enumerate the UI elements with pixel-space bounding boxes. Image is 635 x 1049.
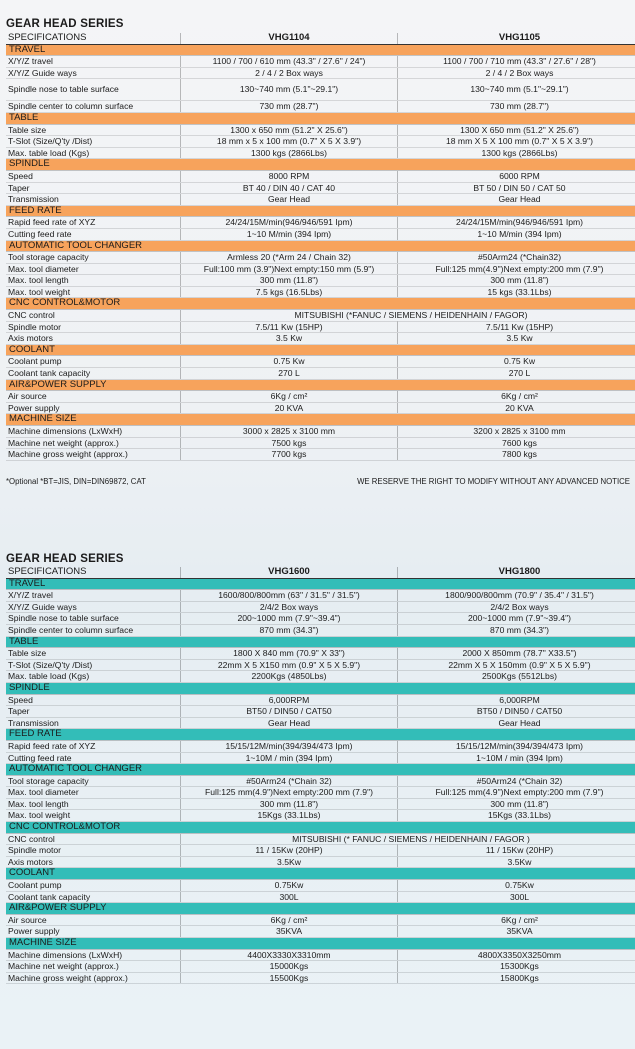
spec-row [6, 717, 635, 729]
section-header [6, 868, 635, 880]
spec-row [6, 972, 635, 984]
spec-row [6, 356, 635, 368]
section-header [6, 682, 635, 694]
spec-row [6, 136, 635, 148]
spec-value-model-2: 1800/900/800mm (70.9" / 35.4" / 31.5") [398, 590, 635, 602]
spec-value-model-1: 15000Kgs [181, 961, 398, 973]
section-title: AIR&POWER SUPPLY [6, 379, 181, 391]
spec-row [6, 391, 635, 403]
spec-value-model-1: Full:100 mm (3.9")Next empty:150 mm (5.9") [181, 263, 398, 275]
spec-row [6, 449, 635, 461]
specifications-header: SPECIFICATIONS [6, 567, 181, 578]
spec-label: Axis motors [6, 856, 181, 868]
spec-value-model-1: BT 40 / DIN 40 / CAT 40 [181, 182, 398, 194]
section-title: COOLANT [6, 344, 181, 356]
spec-row [6, 694, 635, 706]
section-header [6, 112, 635, 124]
spec-label: X/Y/Z Guide ways [6, 67, 181, 79]
spec-row [6, 252, 635, 264]
spec-label: Coolant pump [6, 880, 181, 892]
spec-label: Rapid feed rate of XYZ [6, 217, 181, 229]
spec-label: CNC control [6, 833, 181, 845]
spec-value-model-1: 6,000RPM [181, 694, 398, 706]
spec-value-model-2: #50Arm24 (*Chain32) [398, 252, 635, 264]
spec-label: Max. tool length [6, 275, 181, 287]
spec-row [6, 333, 635, 345]
modification-notice: WE RESERVE THE RIGHT TO MODIFY WITHOUT ANY ADVANCED NOTICE [357, 477, 630, 486]
spec-row [6, 856, 635, 868]
section-header [6, 578, 635, 590]
spec-row [6, 949, 635, 961]
section-title: CNC CONTROL&MOTOR [6, 298, 181, 310]
spec-value-model-1: 4400X3330X3310mm [181, 949, 398, 961]
spec-value-model-2: 200~1000 mm (7.9"~39.4") [398, 613, 635, 625]
section-header [6, 822, 635, 834]
spec-value-model-1: 0.75Kw [181, 880, 398, 892]
section-title: CNC CONTROL&MOTOR [6, 822, 181, 834]
section-title: SPINDLE [6, 159, 181, 171]
spec-label: Machine gross weight (approx.) [6, 449, 181, 461]
series-title: GEAR HEAD SERIES [6, 18, 124, 30]
spec-value-model-2: Gear Head [398, 194, 635, 206]
spec-value-model-1: 8000 RPM [181, 170, 398, 182]
spec-label: Taper [6, 182, 181, 194]
spec-row [6, 217, 635, 229]
spec-value-model-1: 2 / 4 / 2 Box ways [181, 67, 398, 79]
spec-row [6, 891, 635, 903]
spec-label: Cutting feed rate [6, 752, 181, 764]
spec-row [6, 810, 635, 822]
spec-row [6, 590, 635, 602]
spec-row [6, 286, 635, 298]
spec-value-model-1: 24/24/15M/min(946/946/591 Ipm) [181, 217, 398, 229]
spec-label: Machine gross weight (approx.) [6, 972, 181, 984]
section-header [6, 938, 635, 950]
spec-row [6, 67, 635, 79]
spec-value-model-2: 2500Kgs (5512Lbs) [398, 671, 635, 683]
spec-row [6, 926, 635, 938]
section-title: TRAVEL [6, 44, 181, 56]
spec-value-model-2: 6Kg / cm² [398, 914, 635, 926]
model-1-header: VHG1600 [181, 567, 398, 578]
spec-value-model-1: 18 mm x 5 x 100 mm (0.7" X 5 X 3.9") [181, 136, 398, 148]
spec-row [6, 961, 635, 973]
spec-row [6, 752, 635, 764]
spec-label: X/Y/Z Guide ways [6, 601, 181, 613]
spec-value-model-1: Armless 20 (*Arm 24 / Chain 32) [181, 252, 398, 264]
spec-row [6, 787, 635, 799]
spec-label: Max. table load (Kgs) [6, 147, 181, 159]
spec-value-model-2: 18 mm X 5 X 100 mm (0.7" X 5 X 3.9") [398, 136, 635, 148]
spec-row [6, 263, 635, 275]
spec-value-model-2: 35KVA [398, 926, 635, 938]
spec-row [6, 79, 635, 101]
section-title: TABLE [6, 636, 181, 648]
spec-label: CNC control [6, 310, 181, 322]
model-1-header: VHG1104 [181, 33, 398, 44]
spec-label: Machine dimensions (LxWxH) [6, 949, 181, 961]
spec-label: X/Y/Z travel [6, 590, 181, 602]
spec-row [6, 706, 635, 718]
section-header [6, 159, 635, 171]
spec-value-model-1: BT50 / DIN50 / CAT50 [181, 706, 398, 718]
spec-value-model-1: 300L [181, 891, 398, 903]
spec-label: Tool storage capacity [6, 252, 181, 264]
spec-value-model-1: Full:125 mm(4.9")Next empty:200 mm (7.9") [181, 787, 398, 799]
spec-value-model-2: 1300 kgs (2866Lbs) [398, 147, 635, 159]
spec-row [6, 775, 635, 787]
spec-label: X/Y/Z travel [6, 56, 181, 68]
spec-value-model-2: 2000 X 850mm (78.7" X33.5") [398, 648, 635, 660]
spec-value-model-2: 15800Kgs [398, 972, 635, 984]
section-header [6, 414, 635, 426]
spec-value-model-2: 1~10M / min (394 Ipm) [398, 752, 635, 764]
section-header [6, 344, 635, 356]
spec-row [6, 275, 635, 287]
spec-label: Machine net weight (approx.) [6, 961, 181, 973]
spec-label: Speed [6, 170, 181, 182]
spec-row [6, 914, 635, 926]
section-title: COOLANT [6, 868, 181, 880]
spec-value-model-1: Gear Head [181, 717, 398, 729]
spec-value-model-2: 22mm X 5 X 150mm (0.9" X 5 X 5.9") [398, 659, 635, 671]
spec-label: Transmission [6, 717, 181, 729]
spec-label: Spindle motor [6, 321, 181, 333]
spec-value-model-2: 1~10 M/min (394 Ipm) [398, 228, 635, 240]
spec-value-model-2: Full:125 mm(4.9")Next empty:200 mm (7.9") [398, 263, 635, 275]
spec-row [6, 740, 635, 752]
spec-value-model-1: 6Kg / cm² [181, 391, 398, 403]
spec-row [6, 321, 635, 333]
spec-row [6, 624, 635, 636]
section-header [6, 44, 635, 56]
section-header [6, 729, 635, 741]
series-title: GEAR HEAD SERIES [6, 553, 124, 565]
spec-value-model-2: BT50 / DIN50 / CAT50 [398, 706, 635, 718]
spec-label: Power supply [6, 402, 181, 414]
spec-row [6, 426, 635, 438]
spec-value-model-2: 6000 RPM [398, 170, 635, 182]
spec-value-model-1: 7.5/11 Kw (15HP) [181, 321, 398, 333]
spec-label: T-Slot (Size/Q'ty /Dist) [6, 136, 181, 148]
footnote: *Optional *BT=JIS, DIN=DIN69872, CAT [6, 477, 146, 486]
section-title: FEED RATE [6, 729, 181, 741]
section-header [6, 764, 635, 776]
spec-value-model-2: 7600 kgs [398, 437, 635, 449]
specifications-header: SPECIFICATIONS [6, 33, 181, 44]
section-header [6, 298, 635, 310]
spec-row [6, 845, 635, 857]
spec-value-model-1: 11 / 15Kw (20HP) [181, 845, 398, 857]
spec-value-model-2: 300 mm (11.8") [398, 275, 635, 287]
section-title: MACHINE SIZE [6, 938, 181, 950]
spec-value-model-2: 15 kgs (33.1Lbs) [398, 286, 635, 298]
spec-value-model-1: 1300 x 650 mm (51.2" X 25.6") [181, 124, 398, 136]
spec-label: Max. tool diameter [6, 263, 181, 275]
spec-value-model-1: 7.5 kgs (16.5Lbs) [181, 286, 398, 298]
section-header [6, 903, 635, 915]
spec-label: Max. tool diameter [6, 787, 181, 799]
spec-label: Transmission [6, 194, 181, 206]
spec-value-model-2: 0.75 Kw [398, 356, 635, 368]
spec-value-model-1: 1300 kgs (2866Lbs) [181, 147, 398, 159]
spec-label: Table size [6, 648, 181, 660]
spec-label: Max. tool weight [6, 286, 181, 298]
section-title: TABLE [6, 112, 181, 124]
spec-row [6, 124, 635, 136]
spec-row [6, 194, 635, 206]
spec-value-model-1: 1800 X 840 mm (70.9" X 33") [181, 648, 398, 660]
spec-row [6, 798, 635, 810]
spec-value-model-1: 7700 kgs [181, 449, 398, 461]
spec-label: Coolant tank capacity [6, 368, 181, 380]
spec-label: Axis motors [6, 333, 181, 345]
section-header [6, 379, 635, 391]
section-header [6, 636, 635, 648]
spec-value-model-1: 6Kg / cm² [181, 914, 398, 926]
spec-row [6, 613, 635, 625]
spec-label: Power supply [6, 926, 181, 938]
spec-value-model-1: 300 mm (11.8") [181, 275, 398, 287]
spec-label: Spindle center to column surface [6, 624, 181, 636]
spec-value-model-1: 300 mm (11.8") [181, 798, 398, 810]
model-2-header: VHG1800 [398, 567, 635, 578]
spec-value-model-1: #50Arm24 (*Chain 32) [181, 775, 398, 787]
spec-label: Rapid feed rate of XYZ [6, 740, 181, 752]
spec-value-model-1: Gear Head [181, 194, 398, 206]
spec-value-model-2: 300 mm (11.8") [398, 798, 635, 810]
spec-label: Machine net weight (approx.) [6, 437, 181, 449]
spec-row [6, 648, 635, 660]
spec-value-model-1: 870 mm (34.3") [181, 624, 398, 636]
spec-value-model-1: 2/4/2 Box ways [181, 601, 398, 613]
spec-label: Max. tool weight [6, 810, 181, 822]
spec-value-model-2: 0.75Kw [398, 880, 635, 892]
spec-value-model-1: 270 L [181, 368, 398, 380]
spec-value-model-1: 1600/800/800mm (63" / 31.5" / 31.5") [181, 590, 398, 602]
spec-value-model-1: 0.75 Kw [181, 356, 398, 368]
spec-row [6, 659, 635, 671]
spec-value-model-2: 3.5 Kw [398, 333, 635, 345]
spec-row [6, 671, 635, 683]
spec-label: Tool storage capacity [6, 775, 181, 787]
spec-value-model-2: 7800 kgs [398, 449, 635, 461]
spec-value-model-1: 730 mm (28.7") [181, 101, 398, 113]
spec-value-model-1: 1~10 M/min (394 Ipm) [181, 228, 398, 240]
spec-label: Coolant pump [6, 356, 181, 368]
spec-label: Taper [6, 706, 181, 718]
spec-value-model-2: Full:125 mm(4.9")Next empty:200 mm (7.9") [398, 787, 635, 799]
spec-label: Cutting feed rate [6, 228, 181, 240]
spec-value-model-2: 3200 x 2825 x 3100 mm [398, 426, 635, 438]
spec-value-model-1: 3000 x 2825 x 3100 mm [181, 426, 398, 438]
spec-value-model-2: 24/24/15M/min(946/946/591 Ipm) [398, 217, 635, 229]
spec-value-model-1: 130~740 mm (5.1"~29.1") [181, 79, 398, 101]
section-title: FEED RATE [6, 205, 181, 217]
spec-value-model-1: 15500Kgs [181, 972, 398, 984]
section-title: AIR&POWER SUPPLY [6, 903, 181, 915]
spec-row [6, 56, 635, 68]
spec-value-model-1: 15Kgs (33.1Lbs) [181, 810, 398, 822]
spec-value-model-2: 4800X3350X3250mm [398, 949, 635, 961]
spec-row [6, 147, 635, 159]
spec-label: Coolant tank capacity [6, 891, 181, 903]
spec-label: Table size [6, 124, 181, 136]
spec-value-model-2: 730 mm (28.7") [398, 101, 635, 113]
spec-value-model-2: 1100 / 700 / 710 mm (43.3" / 27.6" / 28") [398, 56, 635, 68]
spec-value-model-2: 15300Kgs [398, 961, 635, 973]
spec-label: Max. table load (Kgs) [6, 671, 181, 683]
spec-value-model-1: 200~1000 mm (7.9"~39.4") [181, 613, 398, 625]
spec-value-model-2: 15/15/12M/min(394/394/473 Ipm) [398, 740, 635, 752]
spec-value-model-1: 7500 kgs [181, 437, 398, 449]
spec-row [6, 228, 635, 240]
spec-value-model-2: 2/4/2 Box ways [398, 601, 635, 613]
spec-value-model-2: 15Kgs (33.1Lbs) [398, 810, 635, 822]
spec-label: T-Slot (Size/Q'ty /Dist) [6, 659, 181, 671]
spec-table [6, 33, 635, 461]
spec-row [6, 402, 635, 414]
spec-value-model-1: 3.5Kw [181, 856, 398, 868]
spec-table [6, 567, 635, 984]
model-2-header: VHG1105 [398, 33, 635, 44]
spec-label: Spindle nose to table surface [6, 79, 181, 101]
header-row [6, 33, 635, 44]
spec-value-model-2: 870 mm (34.3") [398, 624, 635, 636]
spec-row [6, 880, 635, 892]
spec-label: Spindle nose to table surface [6, 613, 181, 625]
section-header [6, 240, 635, 252]
spec-label: Max. tool length [6, 798, 181, 810]
spec-value-model-1: 2200Kgs (4850Lbs) [181, 671, 398, 683]
spec-row [6, 437, 635, 449]
spec-row [6, 368, 635, 380]
spec-value-model-2: 6Kg / cm² [398, 391, 635, 403]
spec-value-model-2: 7.5/11 Kw (15HP) [398, 321, 635, 333]
spec-label: Air source [6, 914, 181, 926]
spec-value-model-1: 1100 / 700 / 610 mm (43.3" / 27.6" / 24") [181, 56, 398, 68]
section-title: MACHINE SIZE [6, 414, 181, 426]
spec-value-model-2: 11 / 15Kw (20HP) [398, 845, 635, 857]
spec-value-shared: MITSUBISHI (*FANUC / SIEMENS / HEIDENHAIN / FAGOR) [181, 310, 635, 322]
section-title: TRAVEL [6, 578, 181, 590]
spec-value-model-2: 130~740 mm (5.1"~29.1") [398, 79, 635, 101]
spec-value-model-2: Gear Head [398, 717, 635, 729]
header-row [6, 567, 635, 578]
spec-value-model-2: 3.5Kw [398, 856, 635, 868]
spec-label: Machine dimensions (LxWxH) [6, 426, 181, 438]
spec-value-model-2: 20 KVA [398, 402, 635, 414]
spec-value-model-1: 35KVA [181, 926, 398, 938]
spec-row [6, 310, 635, 322]
spec-value-model-2: 300L [398, 891, 635, 903]
spec-row [6, 170, 635, 182]
section-title: SPINDLE [6, 682, 181, 694]
spec-value-model-1: 20 KVA [181, 402, 398, 414]
spec-row [6, 601, 635, 613]
section-header [6, 205, 635, 217]
section-title: AUTOMATIC TOOL CHANGER [6, 764, 181, 776]
spec-label: Speed [6, 694, 181, 706]
section-title: AUTOMATIC TOOL CHANGER [6, 240, 181, 252]
spec-value-model-2: 2 / 4 / 2 Box ways [398, 67, 635, 79]
spec-row [6, 182, 635, 194]
spec-row [6, 101, 635, 113]
spec-label: Air source [6, 391, 181, 403]
spec-value-model-1: 22mm X 5 X150 mm (0.9" X 5 X 5.9") [181, 659, 398, 671]
spec-value-model-1: 3.5 Kw [181, 333, 398, 345]
spec-value-model-2: 6,000RPM [398, 694, 635, 706]
spec-value-model-2: 270 L [398, 368, 635, 380]
spec-value-model-1: 1~10M / min (394 Ipm) [181, 752, 398, 764]
spec-value-model-2: BT 50 / DIN 50 / CAT 50 [398, 182, 635, 194]
spec-row [6, 833, 635, 845]
spec-value-model-1: 15/15/12M/min(394/394/473 Ipm) [181, 740, 398, 752]
spec-label: Spindle center to column surface [6, 101, 181, 113]
spec-value-shared: MITSUBISHI (* FANUC / SIEMENS / HEIDENHAIN / FAGOR ) [181, 833, 635, 845]
spec-value-model-2: 1300 X 650 mm (51.2" X 25.6") [398, 124, 635, 136]
spec-label: Spindle motor [6, 845, 181, 857]
spec-value-model-2: #50Arm24 (*Chain 32) [398, 775, 635, 787]
